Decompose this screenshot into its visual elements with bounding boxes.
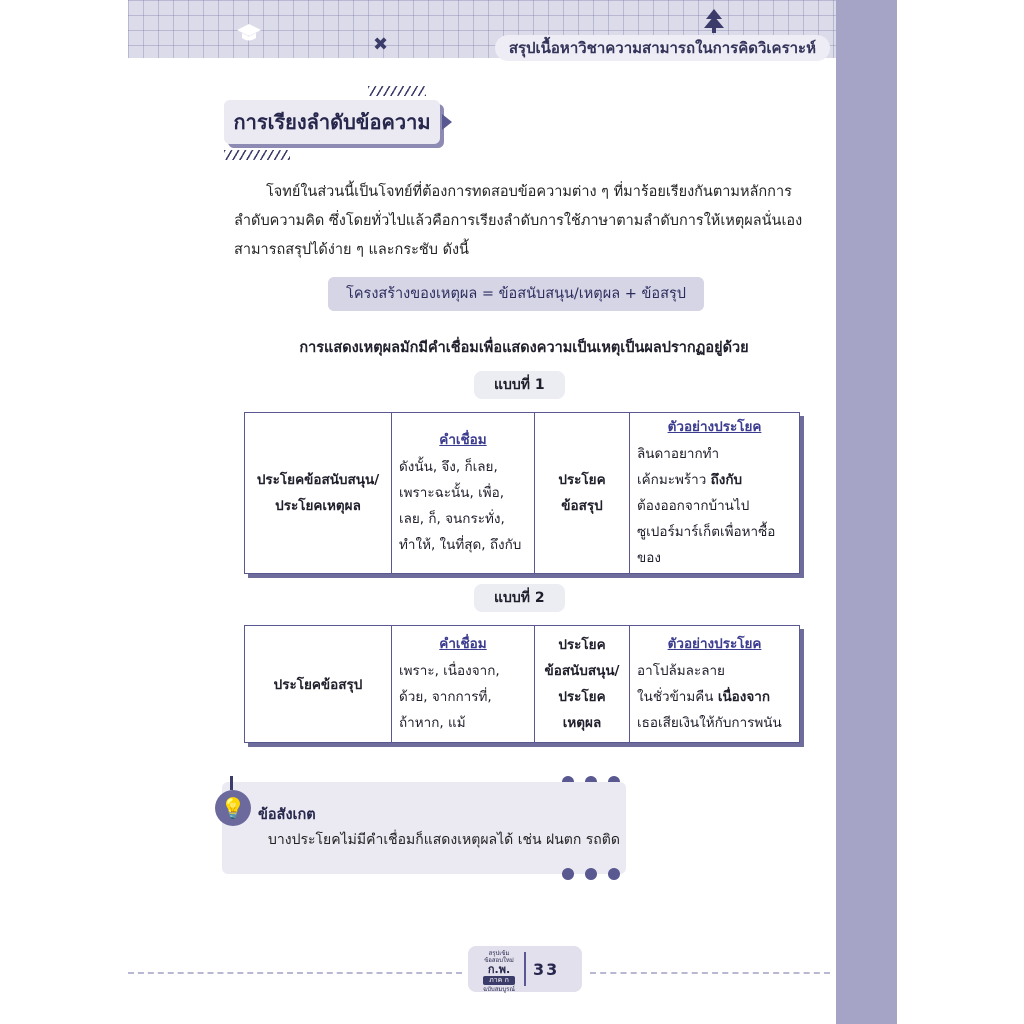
example-line: เธอเสียเงินให้กับการพนัน bbox=[637, 715, 782, 731]
cell-line: เหตุผล bbox=[562, 715, 602, 731]
supporting-sentence-cell bbox=[245, 413, 392, 574]
hatch-decoration-bottom bbox=[224, 150, 290, 160]
title-arrow-icon bbox=[442, 114, 452, 130]
example-line: ต้องออกจากบ้านไป bbox=[637, 498, 750, 514]
example-sentence-cell bbox=[630, 413, 800, 574]
connector-line: เพราะ, เนื่องจาก, bbox=[399, 663, 500, 679]
table-row bbox=[245, 626, 800, 743]
connector-line: ด้วย, จากการที่, bbox=[399, 689, 492, 705]
connector-subheading: การแสดงเหตุผลมักมีคำเชื่อมเพื่อแสดงความเป็นเหตุเป็นผลปรากฏอยู่ด้วย bbox=[299, 340, 749, 356]
footer-dashed-line-right bbox=[590, 972, 830, 974]
connector-line: ถ้าหาก, แม้ bbox=[399, 715, 466, 731]
example-connector: ถึงกับ bbox=[710, 472, 743, 488]
connector-heading: คำเชื่อม bbox=[439, 432, 487, 448]
logo-sub-text: ข้อสอบใหม่ bbox=[484, 957, 514, 964]
connector-words-cell bbox=[392, 413, 535, 574]
book-logo bbox=[479, 950, 519, 993]
example-text: ในชั่วข้ามคืน bbox=[637, 689, 718, 705]
example-line bbox=[637, 684, 792, 710]
connector-line: เลย, ก็, จนกระทั่ง, bbox=[399, 511, 505, 527]
footer-separator bbox=[524, 952, 526, 986]
cell-line: ประโยค bbox=[558, 689, 606, 705]
logo-top-text: สรุปเข้ม bbox=[488, 950, 510, 957]
intro-paragraph bbox=[234, 178, 814, 265]
example-lines bbox=[637, 441, 792, 571]
connector-words-cell bbox=[392, 626, 535, 743]
cell-line: ประโยค bbox=[558, 637, 606, 653]
cell-line: ข้อสนับสนุน/ bbox=[544, 663, 620, 679]
example-heading: ตัวอย่างประโยค bbox=[667, 636, 762, 652]
logo-badge: ภาค ก bbox=[483, 976, 515, 985]
logo-main-text: ก.พ. bbox=[487, 963, 511, 976]
note-flag-icon bbox=[230, 776, 243, 790]
reasoning-structure-formula: โครงสร้างของเหตุผล = ข้อสนับสนุน/เหตุผล + ข้อสรุป bbox=[328, 277, 704, 311]
footer-dashed-line-left bbox=[128, 972, 462, 974]
page-number: 33 bbox=[533, 960, 560, 979]
example-text: เค้กมะพร้าว bbox=[637, 472, 711, 488]
connector-list bbox=[399, 454, 527, 558]
tree-icon bbox=[703, 8, 725, 34]
example-heading: ตัวอย่างประโยค bbox=[667, 419, 762, 435]
pattern-2-label: แบบที่ 2 bbox=[474, 584, 565, 612]
note-text: บางประโยคไม่มีคำเชื่อมก็แสดงเหตุผลได้ เช่น ฝนตก รถติด bbox=[268, 832, 620, 848]
pattern-1-table bbox=[244, 412, 800, 574]
intro-text: โจทย์ในส่วนนี้เป็นโจทย์ที่ต้องการทดสอบข้อความต่าง ๆ ที่มาร้อยเรียงกันตามหลักการลำดับความคิด ซึ่งโดยทั่วไปแล้วคือการเรียงลำดับการใช้ภาษาตามลำดับการให้เหตุผลนั่นเอง สามารถสรุปได้ง่าย ๆ และกระชับ ดังนี้ bbox=[234, 184, 803, 258]
connector-list bbox=[399, 658, 527, 736]
conclusion-sentence-cell: ประโยคข้อสรุป bbox=[245, 626, 392, 743]
connector-heading: คำเชื่อม bbox=[439, 636, 487, 652]
lightbulb-icon: 💡 bbox=[215, 790, 251, 826]
note-title: ข้อสังเกต bbox=[258, 807, 316, 823]
cell-line: ข้อสรุป bbox=[561, 498, 603, 514]
example-line bbox=[637, 467, 792, 493]
logo-bottom-text: ฉบับสมบูรณ์ bbox=[483, 986, 515, 993]
table-row bbox=[245, 413, 800, 574]
example-line: ลินดาอยากทำ bbox=[637, 446, 720, 462]
example-connector: เนื่องจาก bbox=[717, 689, 771, 705]
cross-icon: ✖ bbox=[373, 34, 389, 55]
graduation-cap-icon bbox=[236, 22, 262, 44]
cell-line: ประโยคเหตุผล bbox=[275, 498, 361, 514]
book-page bbox=[128, 0, 836, 1024]
pattern-2-table bbox=[244, 625, 800, 743]
hatch-decoration-top bbox=[368, 86, 426, 96]
section-title: การเรียงลำดับข้อความ bbox=[224, 100, 440, 144]
cell-line: ประโยคข้อสนับสนุน/ bbox=[256, 472, 380, 488]
note-box bbox=[222, 782, 626, 874]
conclusion-sentence-cell bbox=[535, 413, 630, 574]
example-line: อาโปล้มละลาย bbox=[637, 663, 725, 679]
example-sentence-cell bbox=[630, 626, 800, 743]
pattern-1-label: แบบที่ 1 bbox=[474, 371, 565, 399]
example-lines bbox=[637, 658, 792, 736]
note-dots-bottom bbox=[562, 868, 620, 880]
supporting-sentence-cell bbox=[535, 626, 630, 743]
connector-line: ทำให้, ในที่สุด, ถึงกับ bbox=[399, 537, 522, 553]
cell-line: ประโยค bbox=[558, 472, 606, 488]
connector-line: เพราะฉะนั้น, เพื่อ, bbox=[399, 485, 504, 501]
header-title: สรุปเนื้อหาวิชาความสามารถในการคิดวิเคราะห์ bbox=[495, 35, 830, 61]
header-grid-band bbox=[128, 0, 836, 58]
connector-line: ดังนั้น, จึง, ก็เลย, bbox=[399, 459, 498, 475]
example-line: ซูเปอร์มาร์เก็ตเพื่อหาซื้อของ bbox=[637, 524, 776, 566]
right-edge-band bbox=[836, 0, 897, 1024]
